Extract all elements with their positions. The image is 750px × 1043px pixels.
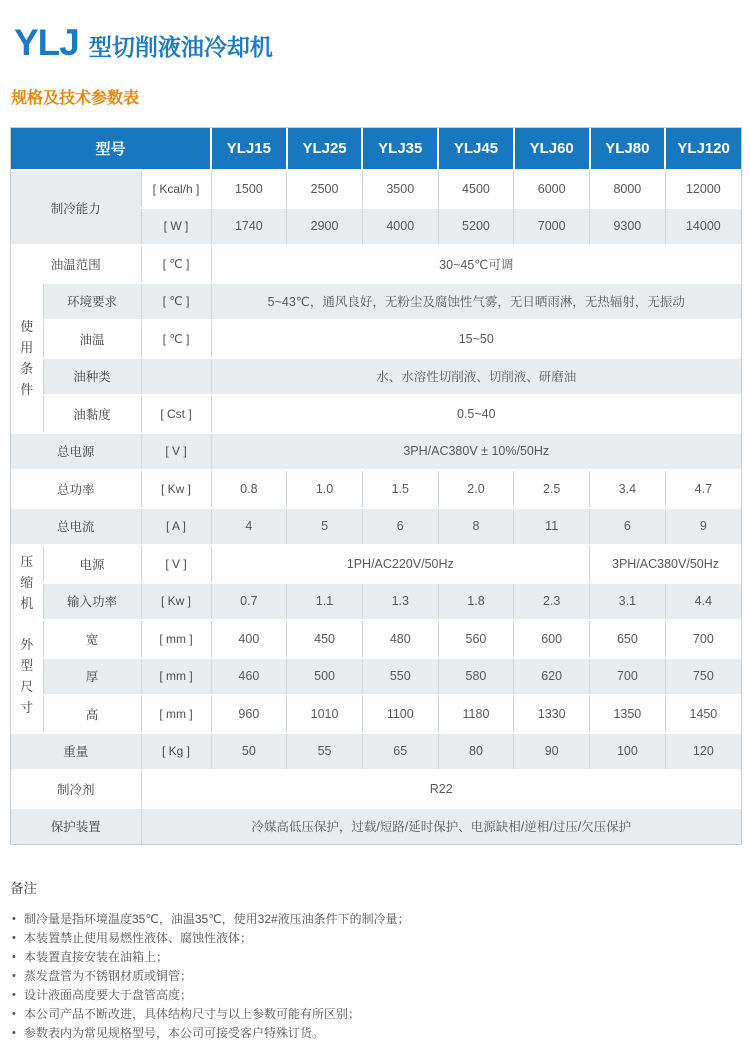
group-cell: 使用条件 xyxy=(11,283,43,433)
value-cell: 3500 xyxy=(362,170,438,208)
table-row xyxy=(11,508,741,546)
value-cell: 650 xyxy=(590,620,666,658)
value-cell: 450 xyxy=(287,620,363,658)
unit-cell: [ Kw ] xyxy=(141,583,211,621)
unit-cell: [ mm ] xyxy=(141,620,211,658)
unit-cell: [ ℃ ] xyxy=(141,245,211,283)
value-cell: 2.5 xyxy=(514,470,590,508)
table-row xyxy=(11,620,741,658)
value-cell: 480 xyxy=(362,620,438,658)
value-cell: 1500 xyxy=(211,170,287,208)
row-label-cell: 厚 xyxy=(43,658,141,696)
notes-list xyxy=(10,910,750,1043)
table-row xyxy=(11,733,741,771)
value-cell: 0.7 xyxy=(211,583,287,621)
value-cell: 120 xyxy=(665,733,741,771)
unit-cell: [ Cst ] xyxy=(141,395,211,433)
group-cell: 外型尺寸 xyxy=(11,620,43,733)
model-header-cell: YLJ45 xyxy=(438,128,514,170)
value-cell: 4.4 xyxy=(665,583,741,621)
value-cell: 6000 xyxy=(514,170,590,208)
note-item: • 参数表内为常见规格型号，本公司可接受客户特殊订货。 xyxy=(10,1024,750,1043)
value-cell: 1450 xyxy=(665,695,741,733)
table-row xyxy=(11,658,741,696)
table-row xyxy=(11,695,741,733)
value-cell: 400 xyxy=(211,620,287,658)
value-cell: 960 xyxy=(211,695,287,733)
value-cell: 1740 xyxy=(211,208,287,246)
value-cell: 1.5 xyxy=(362,470,438,508)
table-row xyxy=(11,545,741,583)
value-cell: 2900 xyxy=(287,208,363,246)
note-item: • 本装置直接安装在油箱上； xyxy=(10,948,750,967)
table-row xyxy=(11,358,741,396)
value-cell: 冷媒高低压保护，过载/短路/延时保护、电源缺相/逆相/过压/欠压保护 xyxy=(141,808,741,845)
unit-cell: [ ℃ ] xyxy=(141,320,211,358)
value-cell: R22 xyxy=(141,770,741,808)
value-cell: 2500 xyxy=(287,170,363,208)
value-cell: 1330 xyxy=(514,695,590,733)
row-label-cell: 宽 xyxy=(43,620,141,658)
spec-table xyxy=(11,128,741,844)
value-cell: 3.1 xyxy=(590,583,666,621)
value-cell: 5200 xyxy=(438,208,514,246)
spec-table-wrapper xyxy=(10,127,742,845)
value-cell: 500 xyxy=(287,658,363,696)
value-cell: 11 xyxy=(514,508,590,546)
table-row xyxy=(11,283,741,321)
value-cell: 2.3 xyxy=(514,583,590,621)
product-code: YLJ xyxy=(14,22,79,63)
row-label-cell: 油黏度 xyxy=(43,395,141,433)
value-cell: 5~43℃，通风良好，无粉尘及腐蚀性气雾，无日晒雨淋，无热辐射，无振动 xyxy=(211,283,741,321)
page xyxy=(0,22,750,1040)
note-item: • 本装置禁止使用易燃性液体、腐蚀性液体； xyxy=(10,929,750,948)
table-row xyxy=(11,395,741,433)
model-header-cell: YLJ120 xyxy=(665,128,741,170)
value-cell: 600 xyxy=(514,620,590,658)
row-label-cell: 环境要求 xyxy=(43,283,141,321)
model-header-cell: YLJ80 xyxy=(590,128,666,170)
unit-cell: [ W ] xyxy=(141,208,211,246)
value-cell: 750 xyxy=(665,658,741,696)
value-cell: 1PH/AC220V/50Hz xyxy=(211,545,590,583)
unit-cell: [ V ] xyxy=(141,433,211,471)
notes-section xyxy=(10,877,750,1043)
value-cell: 90 xyxy=(514,733,590,771)
model-header-cell: YLJ25 xyxy=(287,128,363,170)
row-label-cell: 保护装置 xyxy=(11,808,141,845)
value-cell: 3.4 xyxy=(590,470,666,508)
note-item: • 设计液面高度要大于盘管高度； xyxy=(10,986,750,1005)
row-label-cell: 重量 xyxy=(11,733,141,771)
row-label-cell: 电源 xyxy=(43,545,141,583)
value-cell: 700 xyxy=(590,658,666,696)
unit-cell: [ Kcal/h ] xyxy=(141,170,211,208)
value-cell: 14000 xyxy=(665,208,741,246)
model-header-cell: YLJ15 xyxy=(211,128,287,170)
unit-cell: [ mm ] xyxy=(141,695,211,733)
row-label-cell: 油温 xyxy=(43,320,141,358)
value-cell: 560 xyxy=(438,620,514,658)
value-cell: 1.1 xyxy=(287,583,363,621)
value-cell: 700 xyxy=(665,620,741,658)
unit-cell: [ V ] xyxy=(141,545,211,583)
value-cell: 30~45℃可调 xyxy=(211,245,741,283)
page-title xyxy=(14,22,750,64)
product-name: 型切削液油冷却机 xyxy=(88,34,273,60)
value-cell: 55 xyxy=(287,733,363,771)
value-cell: 3PH/AC380V ± 10%/50Hz xyxy=(211,433,741,471)
value-cell: 15~50 xyxy=(211,320,741,358)
unit-cell xyxy=(141,358,211,396)
value-cell: 9 xyxy=(665,508,741,546)
value-cell: 12000 xyxy=(665,170,741,208)
note-item: • 蒸发盘管为不锈钢材质或铜管； xyxy=(10,967,750,986)
value-cell: 2.0 xyxy=(438,470,514,508)
value-cell: 0.8 xyxy=(211,470,287,508)
row-label-cell: 输入功率 xyxy=(43,583,141,621)
unit-cell: [ ℃ ] xyxy=(141,283,211,321)
row-label-cell: 制冷能力 xyxy=(11,170,141,245)
row-label-cell: 高 xyxy=(43,695,141,733)
model-header-cell: YLJ35 xyxy=(362,128,438,170)
row-label-cell: 制冷剂 xyxy=(11,770,141,808)
value-cell: 8000 xyxy=(590,170,666,208)
value-cell: 80 xyxy=(438,733,514,771)
unit-cell: [ mm ] xyxy=(141,658,211,696)
value-cell: 6 xyxy=(590,508,666,546)
value-cell: 100 xyxy=(590,733,666,771)
value-cell: 9300 xyxy=(590,208,666,246)
value-cell: 1.8 xyxy=(438,583,514,621)
value-cell: 50 xyxy=(211,733,287,771)
row-label-cell: 油温范围 xyxy=(11,245,141,283)
row-label-cell: 总功率 xyxy=(11,470,141,508)
table-row xyxy=(11,583,741,621)
value-cell: 580 xyxy=(438,658,514,696)
value-cell: 4 xyxy=(211,508,287,546)
value-cell: 5 xyxy=(287,508,363,546)
value-cell: 65 xyxy=(362,733,438,771)
table-row xyxy=(11,470,741,508)
table-row xyxy=(11,433,741,471)
value-cell: 4.7 xyxy=(665,470,741,508)
value-cell: 3PH/AC380V/50Hz xyxy=(590,545,741,583)
value-cell: 620 xyxy=(514,658,590,696)
model-header-cell: YLJ60 xyxy=(514,128,590,170)
value-cell: 6 xyxy=(362,508,438,546)
row-label-cell: 油种类 xyxy=(43,358,141,396)
value-cell: 1180 xyxy=(438,695,514,733)
unit-cell: [ Kg ] xyxy=(141,733,211,771)
table-row xyxy=(11,770,741,808)
section-subtitle: 规格及技术参数表 xyxy=(11,90,140,107)
value-cell: 550 xyxy=(362,658,438,696)
value-cell: 4000 xyxy=(362,208,438,246)
table-row xyxy=(11,320,741,358)
value-cell: 1350 xyxy=(590,695,666,733)
value-cell: 1100 xyxy=(362,695,438,733)
unit-cell: [ Kw ] xyxy=(141,470,211,508)
table-row xyxy=(11,808,741,845)
table-header-row xyxy=(11,128,741,170)
group-cell: 压缩机 xyxy=(11,545,43,620)
table-row xyxy=(11,245,741,283)
value-cell: 4500 xyxy=(438,170,514,208)
table-row xyxy=(11,170,741,208)
value-cell: 水、水溶性切削液、切削液、研磨油 xyxy=(211,358,741,396)
row-label-cell: 总电流 xyxy=(11,508,141,546)
note-item: • 制冷量是指环境温度35℃，油温35℃，使用32#液压油条件下的制冷量； xyxy=(10,910,750,929)
row-label-cell: 总电源 xyxy=(11,433,141,471)
value-cell: 1.0 xyxy=(287,470,363,508)
value-cell: 1010 xyxy=(287,695,363,733)
model-column-header: 型号 xyxy=(11,128,211,170)
note-item: • 本公司产品不断改进，具体结构尺寸与以上参数可能有所区别； xyxy=(10,1005,750,1024)
value-cell: 1.3 xyxy=(362,583,438,621)
value-cell: 8 xyxy=(438,508,514,546)
value-cell: 7000 xyxy=(514,208,590,246)
unit-cell: [ A ] xyxy=(141,508,211,546)
value-cell: 0.5~40 xyxy=(211,395,741,433)
notes-title: 备注 xyxy=(10,881,37,896)
value-cell: 460 xyxy=(211,658,287,696)
